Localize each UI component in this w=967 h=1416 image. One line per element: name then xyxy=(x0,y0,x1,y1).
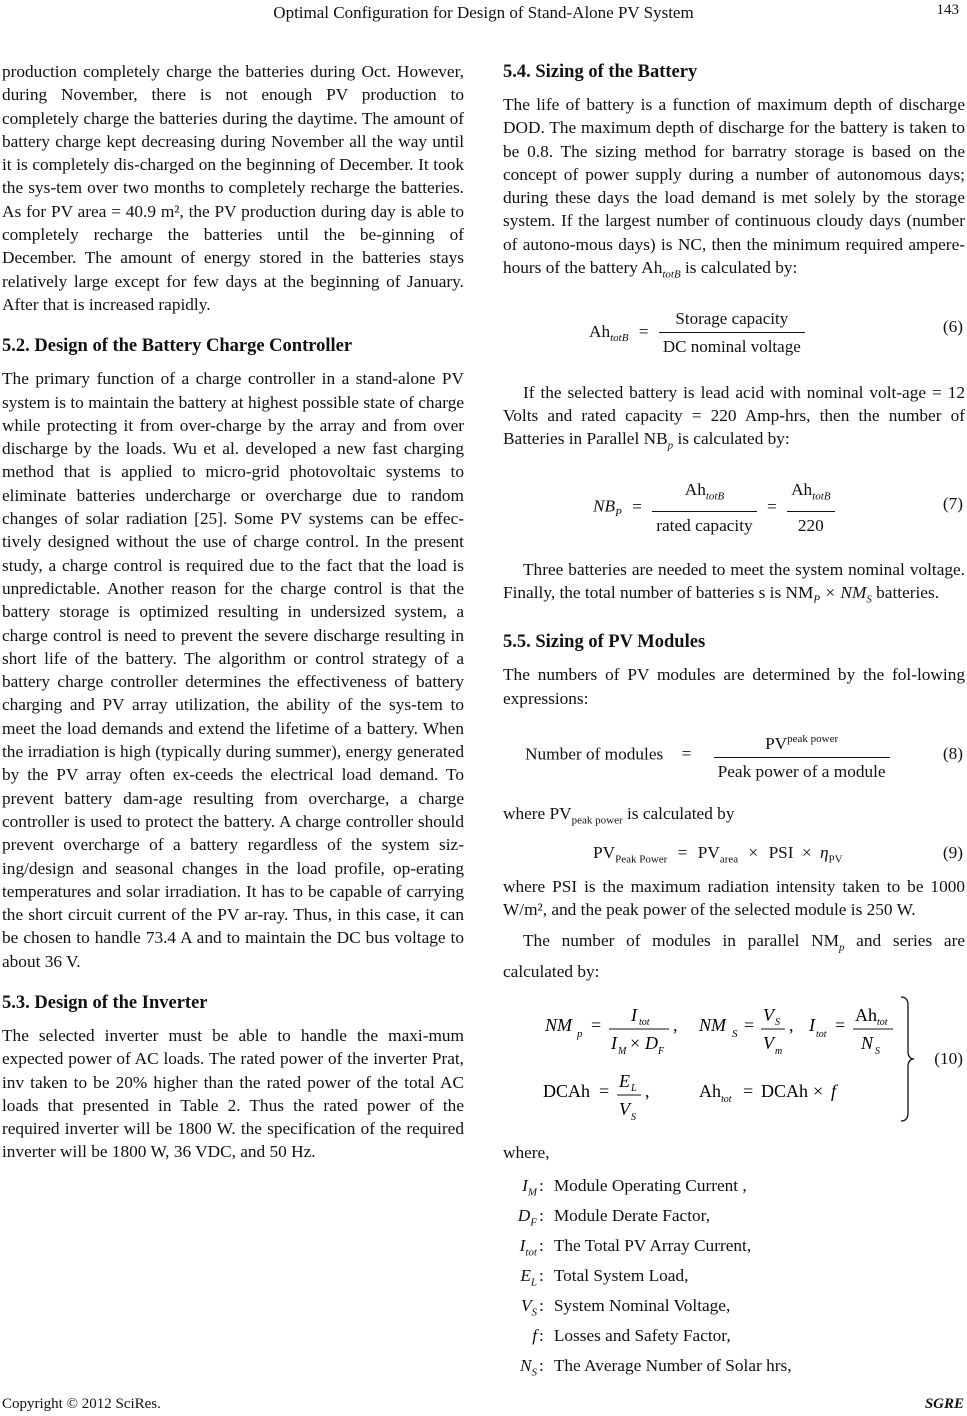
definition-symbol: $D_F$ xyxy=(517,1205,537,1228)
svg-text:S: S xyxy=(875,1046,880,1058)
svg-text:DCAh: DCAh xyxy=(543,1081,591,1102)
svg-text:V: V xyxy=(619,1099,630,1120)
svg-text:=: = xyxy=(744,1015,755,1036)
svg-text:NM: NM xyxy=(545,1015,572,1036)
paragraph-psi: where PSI is the maximum radiation intensity taken to be 1000 W/m², and the peak power of the selected module is 250 W. xyxy=(503,876,965,919)
section-heading-5-3: 5.3. Design of the Inverter xyxy=(2,992,208,1013)
equation-6: $Ah_{totB}$ = $\frac{\text{Storage capacity}}{\text{DC nominal voltage}}$ (6) xyxy=(589,308,963,357)
svg-text:,: , xyxy=(789,1015,794,1036)
svg-text:V: V xyxy=(763,1005,774,1026)
svg-text:,: , xyxy=(645,1081,650,1102)
svg-text:I: I xyxy=(611,1033,617,1054)
svg-text:S: S xyxy=(631,1112,636,1124)
left-column xyxy=(2,60,464,1164)
paragraph-total-batteries: Three batteries are needed to meet the system nominal voltage. Finally, the total number of batteries s is $NM_P \times NM_S$ batteries. xyxy=(503,560,965,606)
definition-text: System Nominal Voltage, xyxy=(553,1295,731,1315)
svg-text:S: S xyxy=(732,1028,738,1041)
equation-number-7: (7) xyxy=(942,494,963,514)
paragraph-modules-parallel: The number of modules in parallel $NM_p$ and series are calculated by: xyxy=(503,931,965,981)
svg-text:N: N xyxy=(861,1033,874,1054)
definition-text: Module Operating Current , xyxy=(553,1175,747,1195)
copyright-text: Copyright © 2012 SciRes. xyxy=(2,1396,161,1412)
equation-9: $PV_{Peak Power} = PV_{area}$ × PSI × $\eta_{PV}$ (9) xyxy=(593,842,963,866)
svg-text:m: m xyxy=(775,1046,783,1058)
equation-10 xyxy=(503,993,965,1125)
svg-text:tot: tot xyxy=(877,1017,888,1029)
svg-text:×: × xyxy=(630,1033,641,1054)
svg-text:=: = xyxy=(743,1081,754,1102)
page-number: 143 xyxy=(936,2,959,18)
paragraph-battery-sizing: The life of battery is a function of maximum depth of discharge DOD. The maximum depth of discharge for the battery is taken to be 0.8. The sizing method for barratry storage is based on the concept of power supply during a number of autonomous days; during these days the load demand is met solely by the storage system. If the largest number of continuous cloudy days (number of autono-mous days) is NC, then the minimum required ampere-hours of the battery $Ah_{totB}$ is calculated by: xyxy=(503,95,965,281)
section-heading-5-4: 5.4. Sizing of the Battery xyxy=(503,62,698,82)
svg-text:Ah: Ah xyxy=(699,1081,721,1102)
svg-text:L: L xyxy=(631,1083,637,1095)
svg-text:S: S xyxy=(775,1017,780,1029)
definition-row: $D_F$ : Module Derate Factor, xyxy=(503,1201,965,1231)
svg-text:E: E xyxy=(619,1071,630,1092)
svg-text:f: f xyxy=(831,1081,837,1102)
paragraph-inverter: The selected inverter must be able to handle the maxi-mum expected power of AC loads. The rated power of the inverter Prat, inv taken to be 20% higher than the rated power of the total AC loads that presented in Table 2. Thus the rated power of the required inverter will be 1800 W. the specification of the required inverter will be 1800 W, 36 VDC, and 50 Hz. xyxy=(2,1025,464,1162)
equation-number-6: (6) xyxy=(942,316,963,336)
right-column xyxy=(503,60,965,1381)
svg-text:NM: NM xyxy=(699,1015,726,1036)
equation-number-9: (9) xyxy=(942,842,963,862)
equation-number-10: (10) xyxy=(934,1049,963,1069)
paragraph-battery-parallel: If the selected battery is lead acid with nominal volt-age = 12 Volts and rated capacity = 220 Amp-hrs, then the number of Batteries in Parallel $NB_p$ is calculated by: xyxy=(503,382,965,452)
definition-row: $I_M$ : Module Operating Current , xyxy=(503,1171,965,1201)
equation-10-graphic xyxy=(503,993,923,1125)
definition-symbol: $E_L$ xyxy=(520,1265,537,1288)
definition-symbol: $I_M$ xyxy=(522,1175,537,1198)
svg-text:=: = xyxy=(599,1081,610,1102)
definition-row: f : Losses and Safety Factor, xyxy=(503,1321,965,1351)
section-heading-5-2: 5.2. Design of the Battery Charge Controller xyxy=(2,336,353,357)
svg-text:I: I xyxy=(809,1015,815,1036)
svg-text:tot: tot xyxy=(816,1029,827,1041)
definition-row: $E_L$ : Total System Load, xyxy=(503,1261,965,1291)
section-heading-5-5: 5.5. Sizing of PV Modules xyxy=(503,632,706,653)
paragraph-charge-controller: The primary function of a charge controller in a stand-alone PV system is to maintain the battery at highest possible state of charge while protecting it from over-charge by the array and from over discharge by the loads. Wu et al. developed a new fast charging method that is applied to micro-grid photovoltaic systems to eliminate batteries undercharge or overcharge due to random changes of solar radiation [25]. Some PV systems can be effec-tively designed without the use of charge control. In the present study, a charge control is required due to the fact that the load is unpredictable. Another reason for the charge control is that the battery storage is optimized resulting in undersized system, a charge control is need to prevent the severe discharge resulting in short life of the battery. The algorithm or control strategy of a battery charge controller determines the effectiveness of battery charging and PV array utilization, the ability of the sys-tem to meet the load demands and extend the lifetime of a battery. When the irradiation is high (typically during summer), energy generated by the PV array often ex-ceeds the electrical load demand. To prevent battery dam-age resulting from overcharge, a charge controller is used to protect the battery. A charge controller should prevent overcharge of a battery regardless of the system siz-ing/design and seasonal changes in the load profile, op-erating temperatures and solar irradiation. It has to be capable of carrying the short circuit current of the PV ar-ray. Thus, in this case, it can be chosen to handle 73.4 A and to maintain the DC bus voltage to about 36 V. xyxy=(2,369,464,971)
definition-text: The Total PV Array Current, xyxy=(553,1235,752,1255)
svg-text:p: p xyxy=(577,1028,583,1041)
definition-symbol: $I_{tot}$ xyxy=(519,1235,537,1258)
running-title: Optimal Configuration for Design of Stand-Alone PV System xyxy=(273,3,694,22)
svg-text:I: I xyxy=(631,1005,637,1026)
symbol-definitions xyxy=(503,1171,965,1381)
svg-text:,: , xyxy=(673,1015,678,1036)
definition-row: $V_S$ : System Nominal Voltage, xyxy=(503,1291,965,1321)
svg-text:=: = xyxy=(835,1015,846,1036)
svg-text:tot: tot xyxy=(721,1094,732,1106)
svg-text:DCAh: DCAh xyxy=(761,1081,809,1102)
definition-row: $N_S$ : The Average Number of Solar hrs, xyxy=(503,1351,965,1381)
svg-text:Ah: Ah xyxy=(855,1005,877,1026)
svg-text:tot: tot xyxy=(639,1017,650,1029)
equation-7: $NB_P$ = $\frac{Ah_{totB}}{\text{rated capacity}}$ = $\frac{Ah_{totB}}{220}$ (7) xyxy=(593,480,963,535)
page-header xyxy=(0,0,967,30)
svg-text:F: F xyxy=(658,1046,665,1058)
definition-symbol: $N_S$ xyxy=(519,1355,537,1378)
definition-text: The Average Number of Solar hrs, xyxy=(553,1355,792,1375)
definition-symbol: $V_S$ xyxy=(520,1295,537,1318)
svg-text:=: = xyxy=(591,1015,602,1036)
definition-text: Module Derate Factor, xyxy=(553,1205,711,1225)
paragraph-pv-peak-power: where $PV_{peak power}$ is calculated by xyxy=(503,803,735,827)
paragraph-pv-modules: The numbers of PV modules are determined by the fol-lowing expressions: xyxy=(503,665,965,708)
where-label: where, xyxy=(503,1143,550,1163)
equation-number-8: (8) xyxy=(942,743,963,763)
definition-symbol: f xyxy=(532,1325,537,1345)
svg-text:M: M xyxy=(618,1046,627,1058)
svg-text:×: × xyxy=(813,1081,824,1102)
definition-text: Losses and Safety Factor, xyxy=(553,1325,731,1345)
journal-abbreviation: SGRE xyxy=(924,1396,964,1412)
equation-8: Number of modules = $\frac{PV^{peak power}}{\text{Peak power of a module}}$ (8) xyxy=(503,718,965,788)
definition-row: $I_{tot}$ : The Total PV Array Current, xyxy=(503,1231,965,1261)
definition-text: Total System Load, xyxy=(553,1265,689,1285)
svg-text:V: V xyxy=(763,1033,774,1054)
svg-text:D: D xyxy=(645,1033,658,1054)
paragraph-pv-production: production completely charge the batteries during Oct. However, during November, there is not enough PV production to completely charge the batteries during the daytime. The amount of battery charge kept decreasing during November all the way until it is completely dis-charged on the beginning of December. It took the sys-tem over two months to completely recharge the batteries. As for PV area = 40.9 m², the PV production during day is able to completely recharge the batteries until the be-ginning of December. The amount of energy stored in the batteries stays relatively large except for few days at the beginning of January. After that is increased rapidly. xyxy=(2,62,464,314)
